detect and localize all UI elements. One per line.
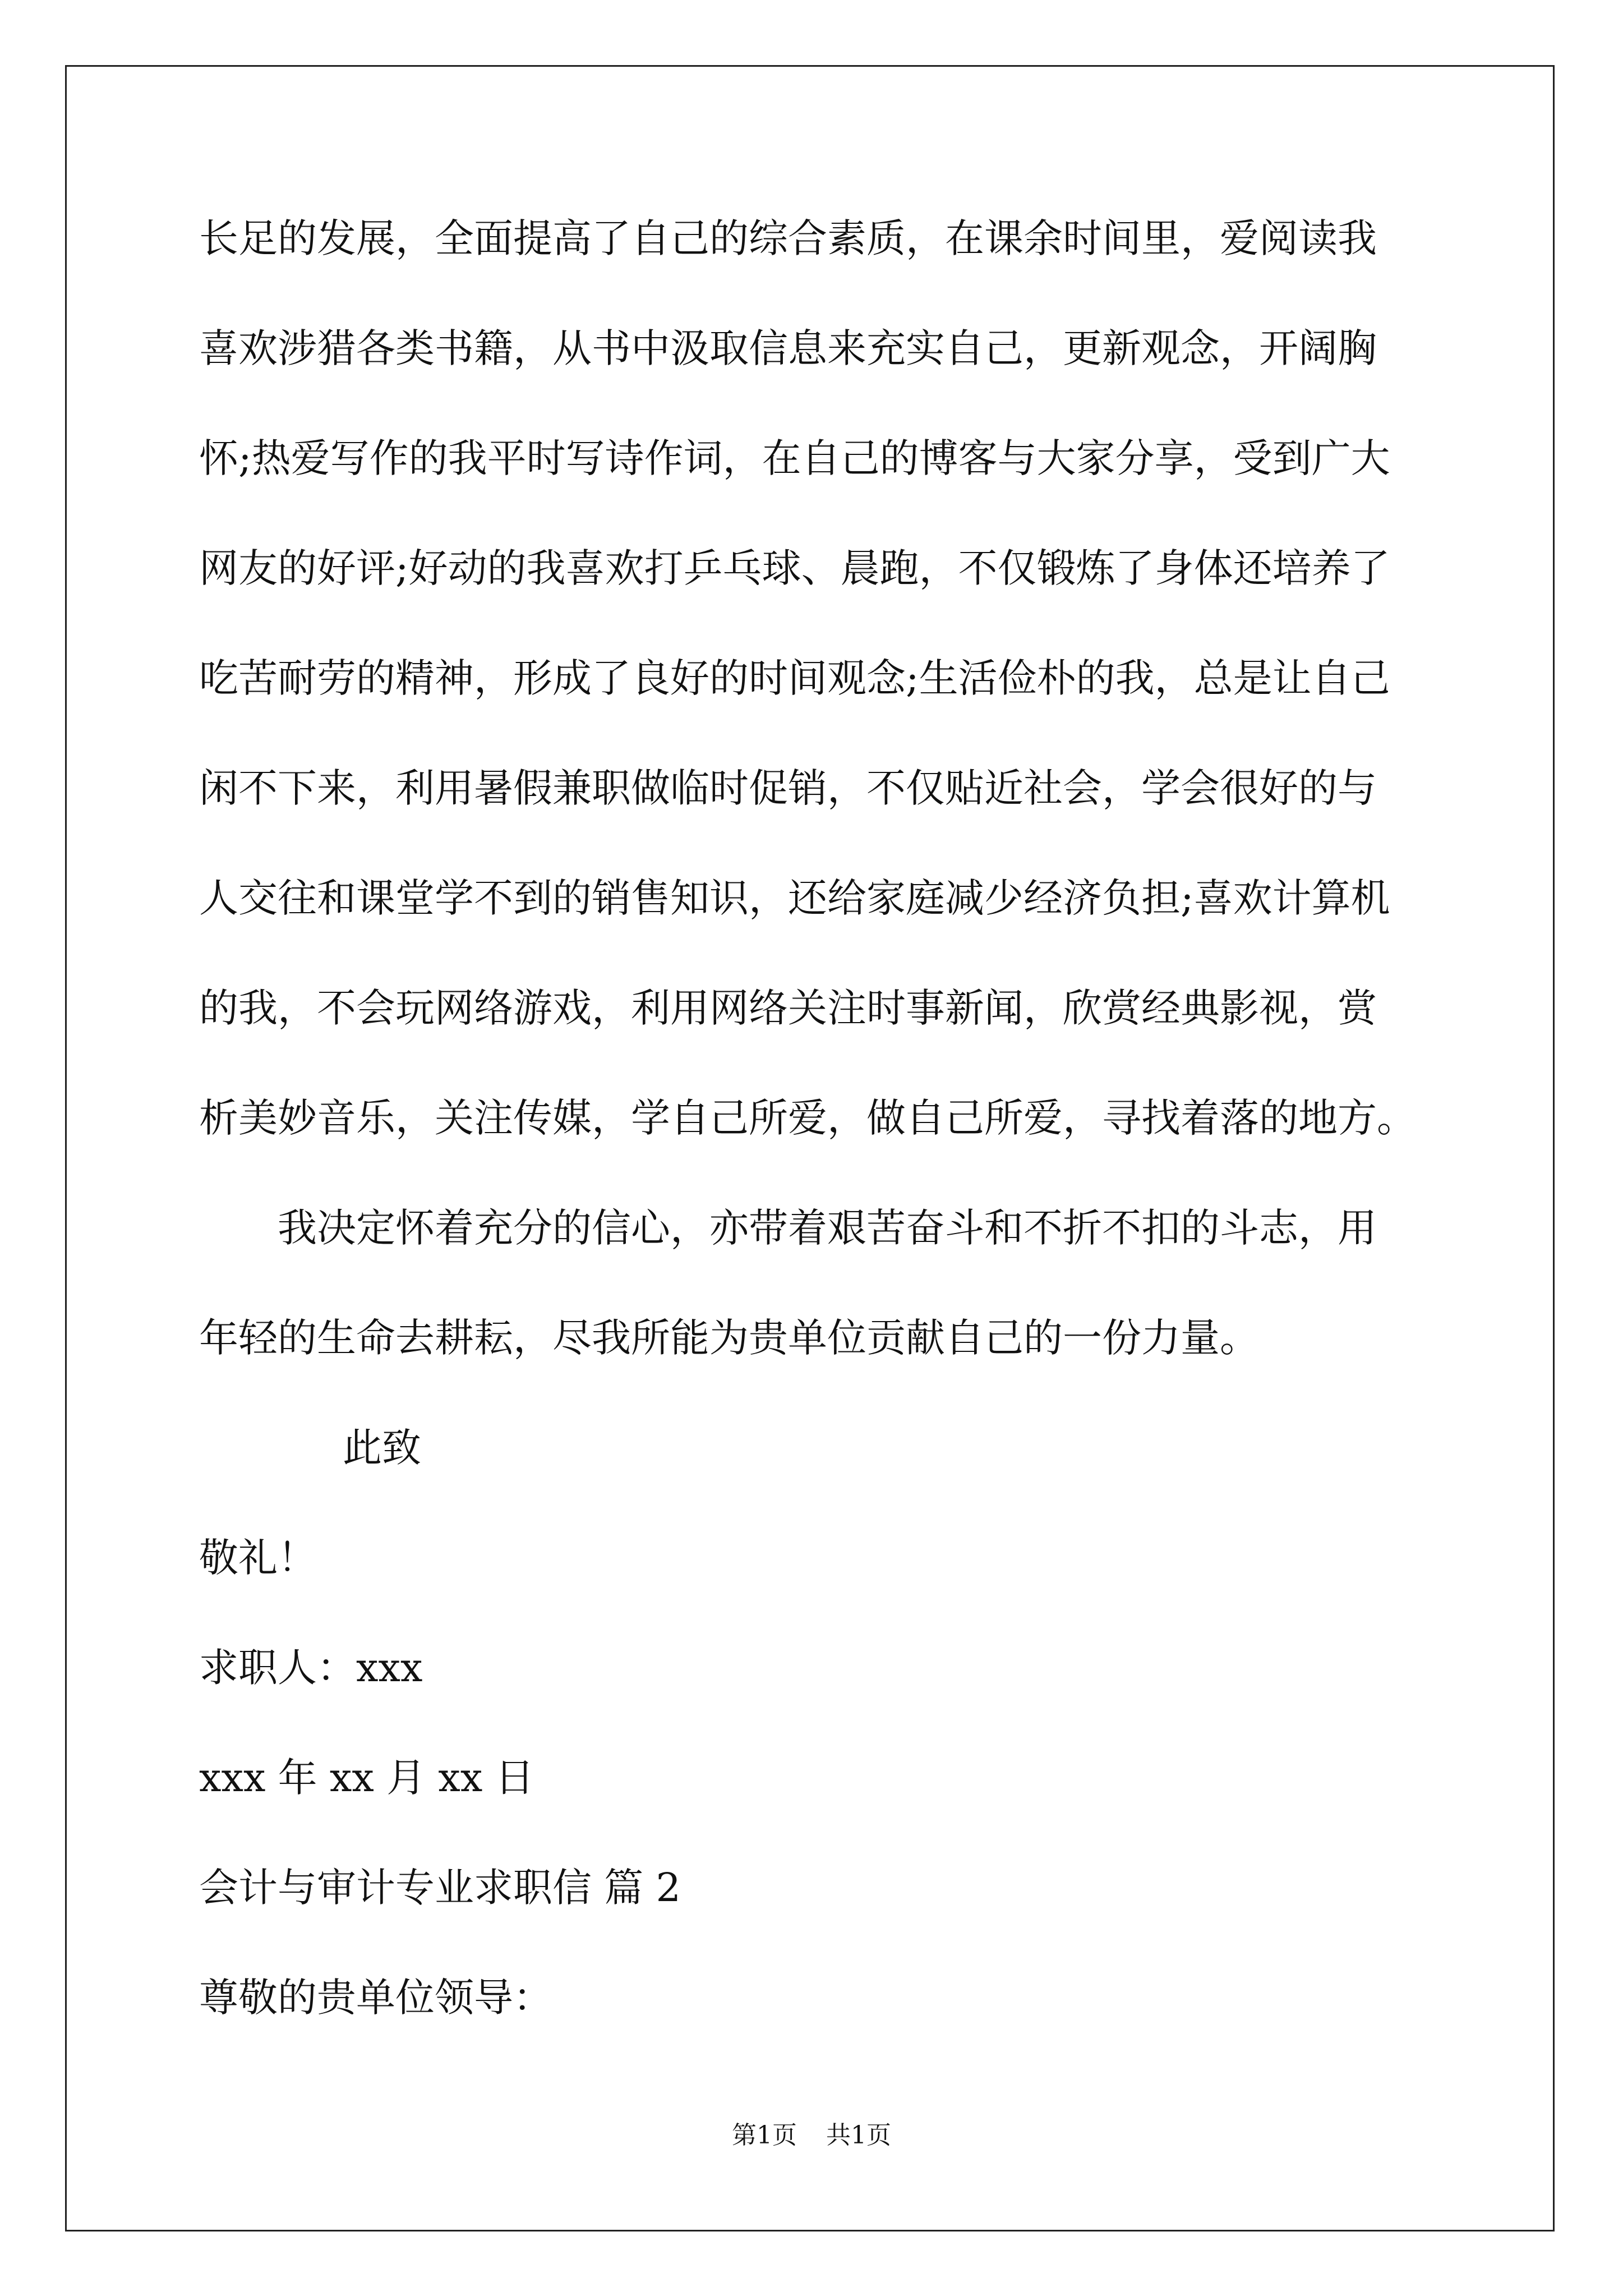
body-paragraph-line: 长足的发展，全面提高了自己的综合素质，在课余时间里，爱阅读我 bbox=[199, 215, 1377, 261]
body-paragraph-line: 闲不下来，利用暑假兼职做临时促销，不仅贴近社会，学会很好的与 bbox=[199, 765, 1377, 811]
page-number-current: 第1页 bbox=[732, 2121, 797, 2150]
document-body bbox=[199, 215, 1433, 2088]
salutation-cizhi: 此致 bbox=[343, 1425, 421, 1471]
letter-greeting: 尊敬的贵单位领导： bbox=[199, 1975, 552, 2021]
body-paragraph-line: 的我，不会玩网络游戏，利用网络关注时事新闻，欣赏经典影视，赏 bbox=[199, 985, 1377, 1031]
salutation-jingli: 敬礼！ bbox=[199, 1535, 317, 1581]
closing-paragraph-line: 年轻的生命去耕耘，尽我所能为贵单位贡献自己的一份力量。 bbox=[199, 1315, 1259, 1361]
body-paragraph-line: 喜欢涉猎各类书籍，从书中汲取信息来充实自己，更新观念，开阔胸 bbox=[199, 325, 1377, 371]
section-heading: 会计与审计专业求职信 篇 2 bbox=[199, 1865, 681, 1911]
body-paragraph-line: 吃苦耐劳的精神，形成了良好的时间观念;生活俭朴的我，总是让自己 bbox=[199, 655, 1390, 701]
page-footer bbox=[0, 2123, 1623, 2148]
body-paragraph-line: 网友的好评;好动的我喜欢打乒乓球、晨跑，不仅锻炼了身体还培养了 bbox=[199, 545, 1390, 591]
closing-paragraph-line: 我决定怀着充分的信心，亦带着艰苦奋斗和不折不扣的斗志，用 bbox=[278, 1205, 1377, 1251]
applicant-signature: 求职人：xxx bbox=[199, 1645, 423, 1691]
body-paragraph-line: 人交往和课堂学不到的销售知识，还给家庭减少经济负担;喜欢计算机 bbox=[199, 875, 1390, 921]
body-paragraph-line: 怀;热爱写作的我平时写诗作词，在自己的博客与大家分享，受到广大 bbox=[199, 435, 1390, 481]
body-paragraph-line: 析美妙音乐，关注传媒，学自己所爱，做自己所爱，寻找着落的地方。 bbox=[199, 1095, 1416, 1141]
letter-date: xxx 年 xx 月 xx 日 bbox=[199, 1755, 534, 1801]
page-number-total: 共1页 bbox=[826, 2121, 891, 2150]
